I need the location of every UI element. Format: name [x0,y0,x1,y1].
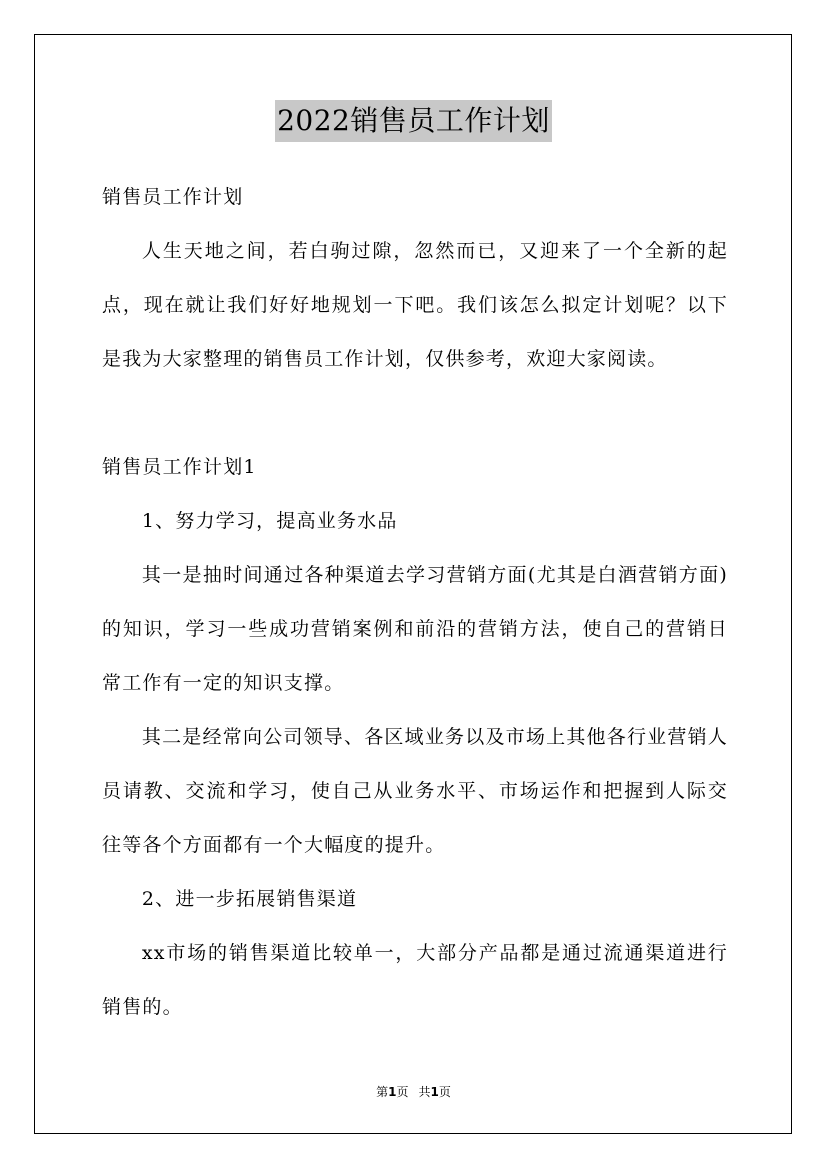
item1-paragraph-1: 其一是抽时间通过各种渠道去学习营销方面(尤其是白酒营销方面)的知识，学习一些成功营销案例和前沿的营销方法，使自己的营销日常工作有一定的知识支撑。 [102,564,728,694]
total-suffix: 页 [438,1085,451,1099]
intro-paragraph: 人生天地之间，若白驹过隙，忽然而已，又迎来了一个全新的起点，现在就让我们好好地规划一下吧。我们该怎么拟定计划呢？以下是我为大家整理的销售员工作计划，仅供参考，欢迎大家阅读。 [102,240,728,370]
document-body [102,170,728,1034]
item-heading-2: 2、进一步拓展销售渠道 [141,888,358,910]
total-pages: 1 [430,1085,439,1099]
section-heading: 销售员工作计划1 [102,456,257,478]
page-footer [0,1083,827,1101]
page-prefix: 第 [376,1085,389,1099]
item1-paragraph-2: 其二是经常向公司领导、各区域业务以及市场上其他各行业营销人员请教、交流和学习，使自己从业务水平、市场运作和把握到人际交往等各个方面都有一个大幅度的提升。 [102,726,728,856]
page-number: 1 [388,1085,397,1099]
item-heading-1: 1、努力学习，提高业务水品 [141,510,398,532]
paragraph-gap [102,386,728,440]
total-prefix: 共 [418,1085,431,1099]
document-subtitle: 销售员工作计划 [102,186,244,208]
document-title: 2022销售员工作计划 [275,100,552,142]
title-wrap [0,100,827,142]
item2-paragraph-1: xx市场的销售渠道比较单一，大部分产品都是通过流通渠道进行销售的。 [102,942,728,1018]
page-suffix: 页 [396,1085,409,1099]
